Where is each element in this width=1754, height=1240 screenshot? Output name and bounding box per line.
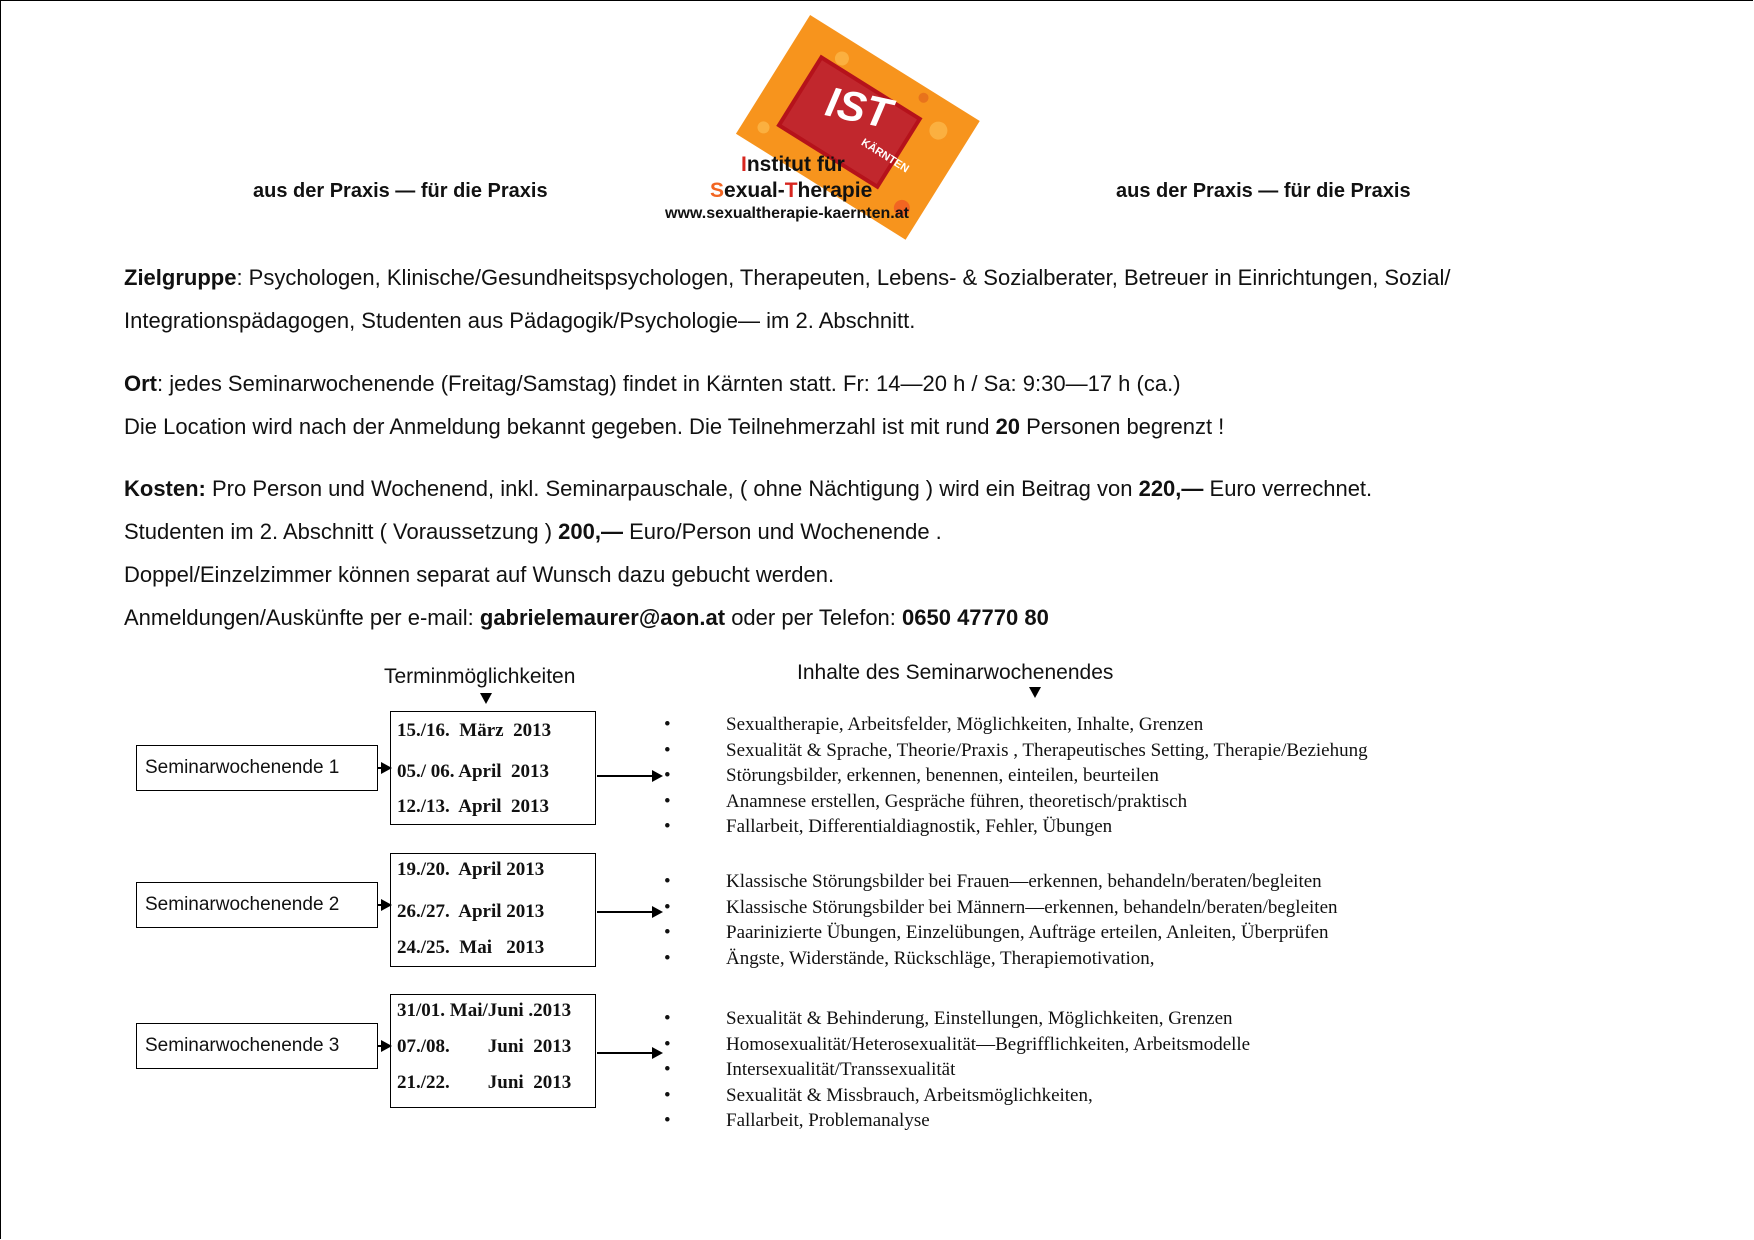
weekend-1-topics bbox=[660, 712, 1368, 840]
kosten-line2-end: Euro/Person und Wochenende . bbox=[622, 519, 942, 544]
topic-item: • Ängste, Widerstände, Rückschläge, Therapiemotivation, bbox=[660, 946, 1338, 972]
termin-down-arrow-icon bbox=[480, 693, 492, 704]
kosten-line3: Doppel/Einzelzimmer können separat auf Wunsch dazu gebucht werden. bbox=[124, 562, 835, 587]
ort-section bbox=[124, 362, 1224, 448]
tagline-left: aus der Praxis — für die Praxis bbox=[253, 180, 548, 202]
kosten-label: Kosten: bbox=[124, 476, 206, 501]
zielgruppe-label: Zielgruppe bbox=[124, 265, 237, 290]
topic-item: • Homosexualität/Heterosexualität—Begrifflichkeiten, Arbeitsmodelle bbox=[660, 1032, 1250, 1058]
date-line: 05./ 06. April 2013 bbox=[397, 761, 550, 782]
student-price-amount: 200,— bbox=[558, 519, 623, 544]
termin-heading: Terminmöglichkeiten bbox=[384, 665, 576, 688]
logo-institute-line2: Sexual-Therapie bbox=[710, 179, 873, 202]
zielgruppe-section bbox=[124, 256, 1450, 342]
topic-item: • Sexualität & Missbrauch, Arbeitsmöglichkeiten, bbox=[660, 1083, 1250, 1109]
logo-institute-line1: Institut für bbox=[741, 153, 845, 176]
date-line: 15./16. März 2013 bbox=[397, 720, 552, 741]
topic-item: • Fallarbeit, Problemanalyse bbox=[660, 1108, 1250, 1134]
participant-count: 20 bbox=[995, 414, 1021, 439]
weekend-3-dates bbox=[390, 994, 596, 1108]
weekend-2-dates bbox=[390, 853, 596, 967]
date-line: 19./20. April 2013 bbox=[397, 859, 545, 880]
ort-label: Ort bbox=[124, 371, 157, 396]
weekend-2-topics bbox=[660, 869, 1338, 971]
weekend-3-box: Seminarwochenende 3 bbox=[136, 1023, 378, 1069]
ort-line1: : jedes Seminarwochenende (Freitag/Samstag) findet in Kärnten statt. Fr: 14—20 h / Sa: 9:30—17 h (ca.) bbox=[157, 371, 1181, 396]
kosten-line2-text: Studenten im 2. Abschnitt ( Voraussetzung ) bbox=[124, 519, 559, 544]
topic-item: • Anamnese erstellen, Gespräche führen, theoretisch/praktisch bbox=[660, 789, 1368, 815]
topic-item: • Intersexualität/Transsexualität bbox=[660, 1057, 1250, 1083]
kosten-line1-text: Pro Person und Wochenend, inkl. Seminarpauschale, ( ohne Nächtigung ) wird ein Beitrag von bbox=[205, 476, 1139, 501]
topic-item: • Sexualität & Sprache, Theorie/Praxis , Therapeutisches Setting, Therapie/Beziehung bbox=[660, 738, 1368, 764]
date-line: 12./13. April 2013 bbox=[397, 796, 550, 817]
topic-item: • Fallarbeit, Differentialdiagnostik, Fehler, Übungen bbox=[660, 814, 1368, 840]
date-line: 24./25. Mai 2013 bbox=[397, 937, 545, 958]
weekend-3-topics bbox=[660, 1006, 1250, 1134]
email-link[interactable]: gabrielemaurer@aon.at bbox=[479, 605, 726, 630]
weekend-2-box: Seminarwochenende 2 bbox=[136, 882, 378, 928]
date-line: 07./08. Juni 2013 bbox=[397, 1036, 572, 1057]
logo-region-text: KÄRNTEN bbox=[858, 136, 911, 176]
logo-badge-text: IST bbox=[821, 77, 896, 138]
weekend-1-dates bbox=[390, 711, 596, 825]
weekend-2-topics-connector bbox=[597, 911, 652, 913]
topic-item: • Sexualtherapie, Arbeitsfelder, Möglichkeiten, Inhalte, Grenzen bbox=[660, 712, 1368, 738]
ort-line2-text: Die Location wird nach der Anmeldung bekannt gegeben. Die Teilnehmerzahl ist mit rund bbox=[124, 414, 996, 439]
date-line: 26./27. April 2013 bbox=[397, 901, 545, 922]
weekend-1-topics-connector bbox=[597, 775, 652, 777]
topic-item: • Störungsbilder, erkennen, benennen, einteilen, beurteilen bbox=[660, 763, 1368, 789]
weekend-1-box: Seminarwochenende 1 bbox=[136, 745, 378, 791]
contact-phone-text: oder per Telefon: bbox=[725, 605, 903, 630]
logo-url: www.sexualtherapie-kaernten.at bbox=[665, 205, 909, 222]
topic-item: • Sexualität & Behinderung, Einstellungen, Möglichkeiten, Grenzen bbox=[660, 1006, 1250, 1032]
zielgruppe-line1: : Psychologen, Klinische/Gesundheitspsychologen, Therapeuten, Lebens- & Sozialberater, Betreuer in Einrichtungen, Sozial/ bbox=[236, 265, 1451, 290]
weekend-3-topics-connector bbox=[597, 1052, 652, 1054]
inhalte-down-arrow-icon bbox=[1029, 687, 1041, 698]
topic-item: • Paarinizierte Übungen, Einzelübungen, Aufträge erteilen, Anleiten, Überprüfen bbox=[660, 920, 1338, 946]
inhalte-heading: Inhalte des Seminarwochenendes bbox=[797, 661, 1114, 684]
phone-number[interactable]: 0650 47770 80 bbox=[902, 605, 1049, 630]
price-amount: 220,— bbox=[1138, 476, 1204, 501]
tagline-right: aus der Praxis — für die Praxis bbox=[1116, 180, 1411, 202]
zielgruppe-line2: Integrationspädagogen, Studenten aus Pädagogik/Psychologie— im 2. Abschnitt. bbox=[124, 308, 916, 333]
date-line: 21./22. Juni 2013 bbox=[397, 1072, 572, 1093]
kosten-section bbox=[124, 467, 1372, 639]
date-line: 31/01. Mai/Juni .2013 bbox=[397, 1000, 572, 1021]
contact-text: Anmeldungen/Auskünfte per e-mail: bbox=[124, 605, 480, 630]
kosten-line1-end: Euro verrechnet. bbox=[1203, 476, 1373, 501]
ort-line2-end: Personen begrenzt ! bbox=[1020, 414, 1225, 439]
topic-item: • Klassische Störungsbilder bei Frauen—erkennen, behandeln/beraten/begleiten bbox=[660, 869, 1338, 895]
topic-item: • Klassische Störungsbilder bei Männern—erkennen, behandeln/beraten/begleiten bbox=[660, 895, 1338, 921]
